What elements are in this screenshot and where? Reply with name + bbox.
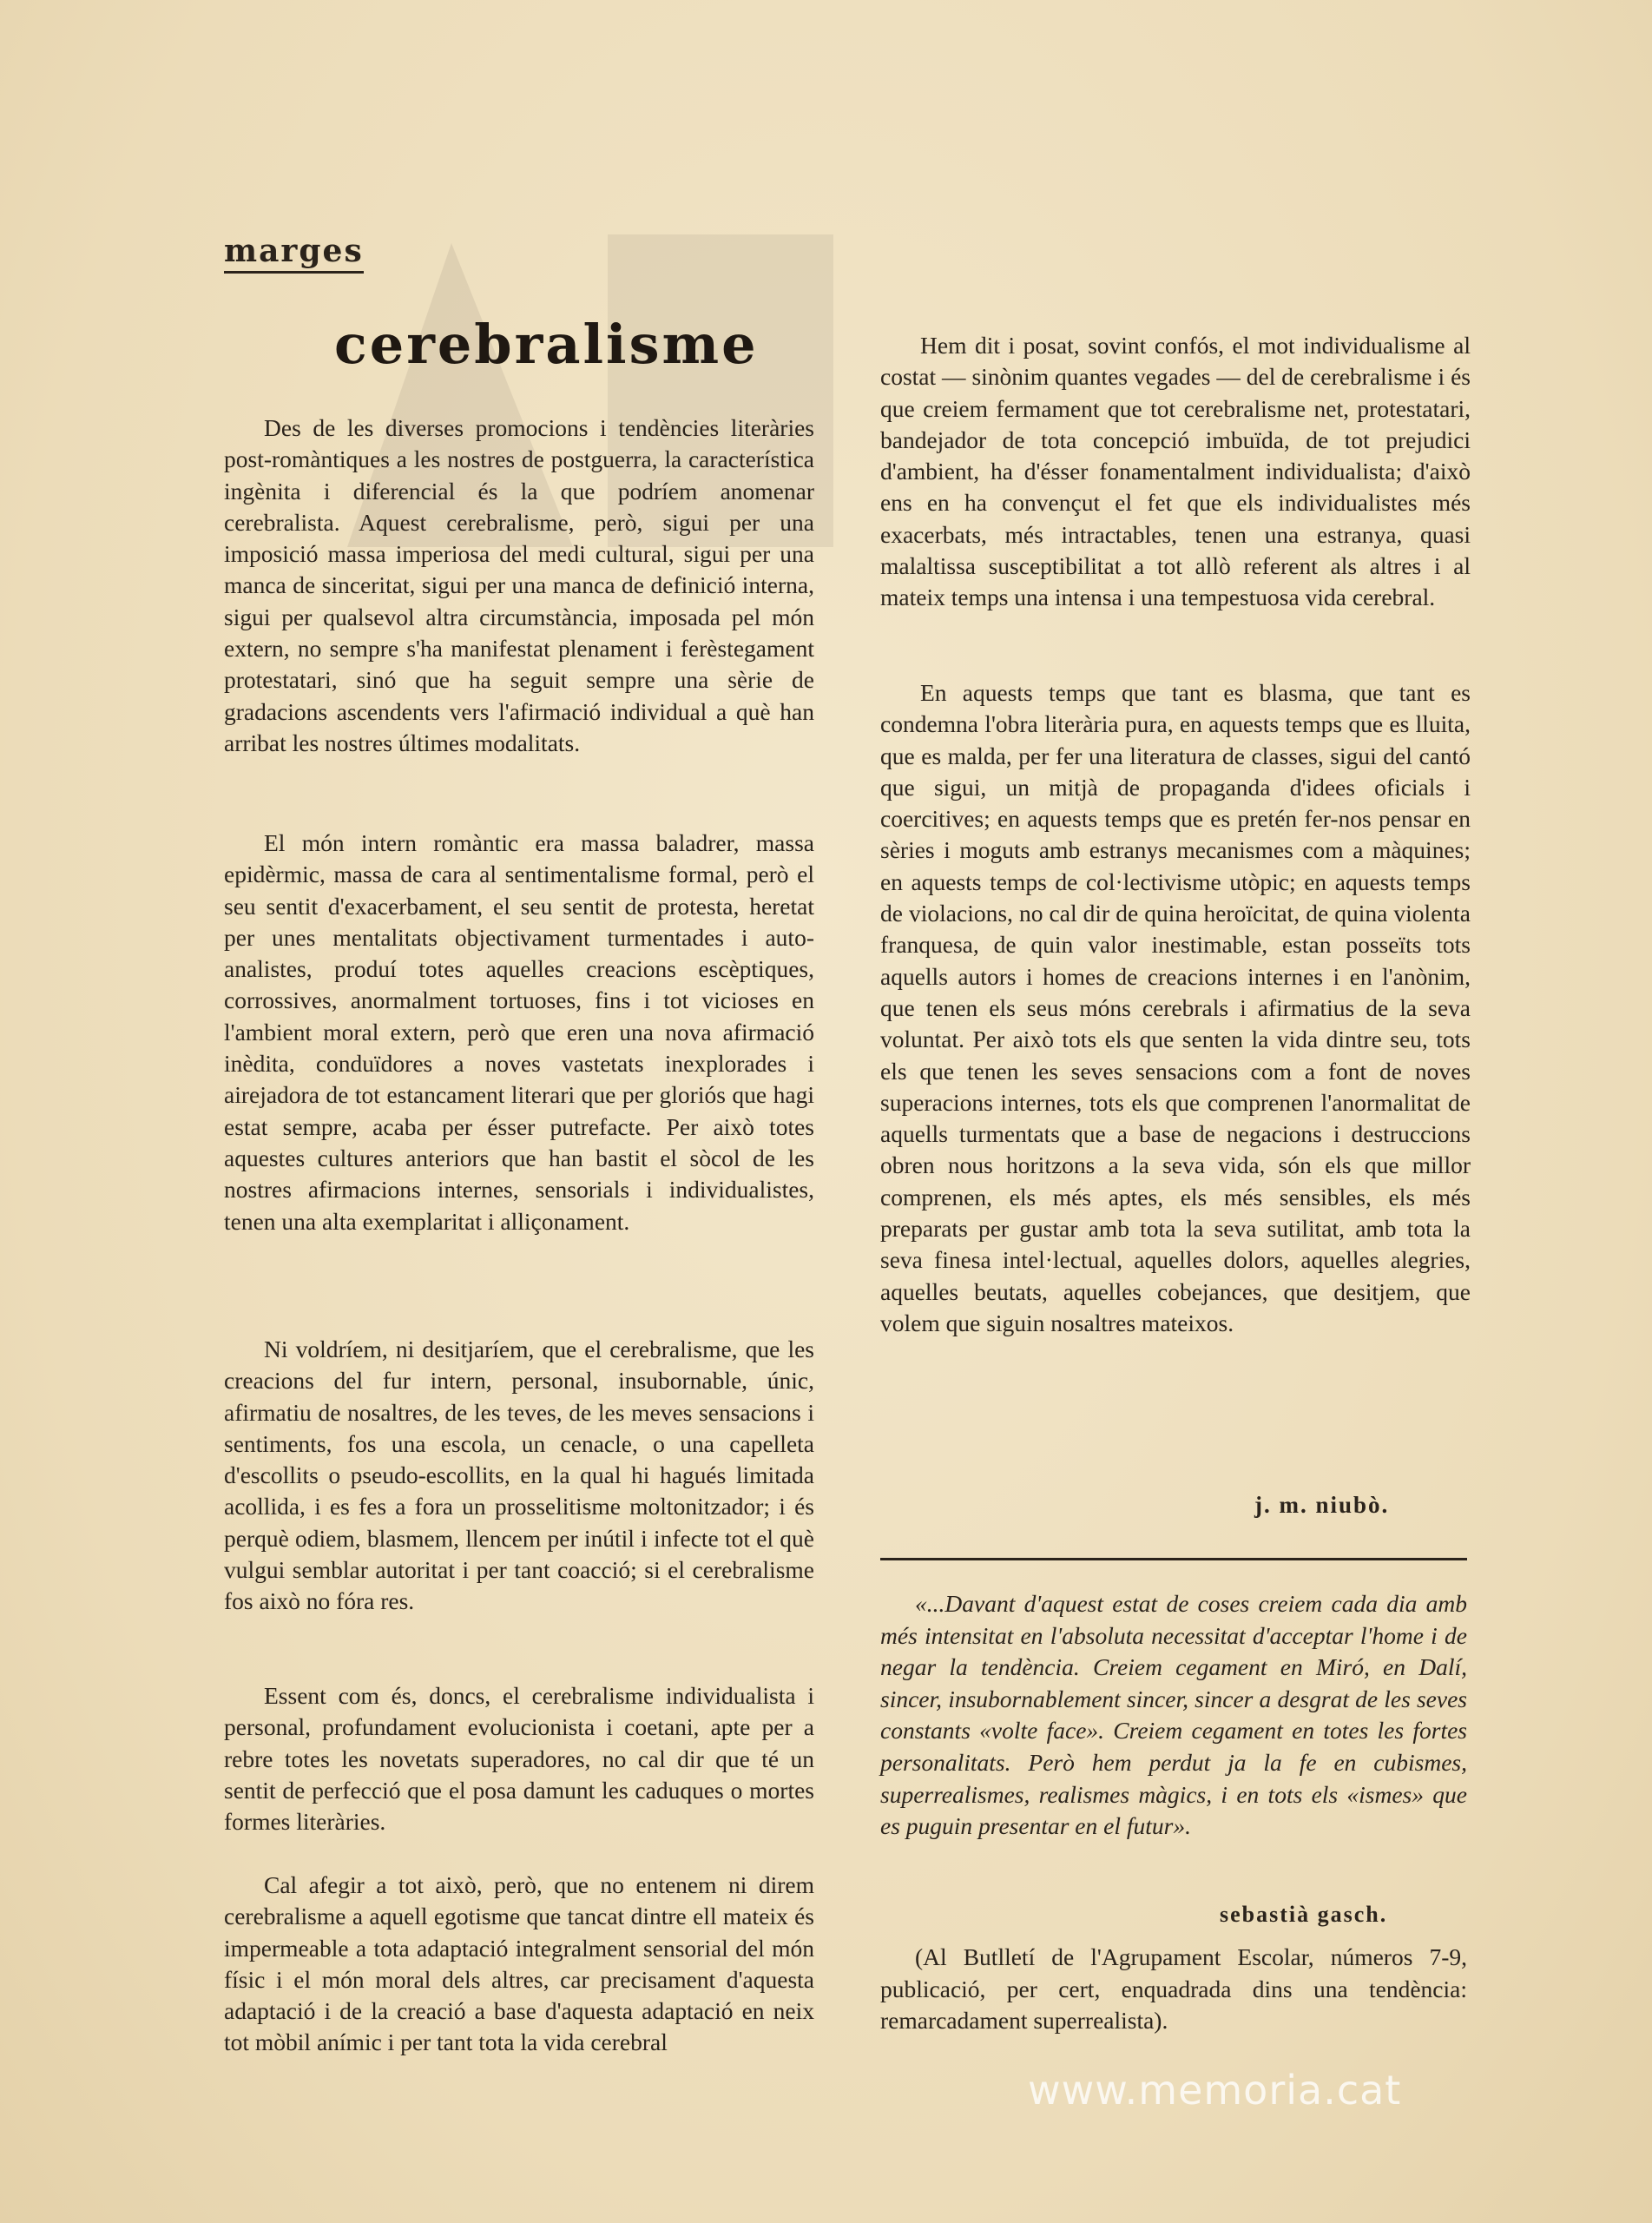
quote-signature: sebastià gasch. (1220, 1902, 1388, 1927)
section-label: marges (224, 233, 364, 274)
article-paragraph-2: El món intern romàntic era massa baladrer, massa epidèrmic, massa de cara al sentimentalisme formal, però el seu sentit d'exacerbament, el seu sentit de protesta, heretat per unes mentalitats objectivament turmentades i auto-analistes, produí totes aquelles creacions escèptiques, corrossives, anormalment tortuoses, fins i tot vicioses en l'ambient moral extern, però que eren una nova afirmació inèdita, conduïdores a noves vastetats inexplorades i airejadora de tot estancament literari que per gloriós que hagi estat sempre, acaba per ésser putrefacte. Per això totes aquestes cultures anteriors que han bastit el sòcol de les nostres afirmacions internes, sensorials i individualistes, tenen una alta exemplaritat i alliçonament. (224, 829, 814, 1235)
article-paragraph-5: Cal afegir a tot això, però, que no entenem ni direm cerebralisme a aquell egotisme que tancat dintre ell mateix és impermeable a tota adaptació integralment sensorial del món físic i el món moral dels altres, car precisament d'aquesta adaptació i de la creació a base d'aquesta adaptació en neix tot mòbil anímic i per tant tota la vida cerebral (224, 1871, 814, 2056)
quote-source-note: (Al Butlletí de l'Agrupament Escolar, números 7-9, publicació, per cert, enquadrada dins una tendència: remarcadament superrealista). (880, 1943, 1467, 2035)
article-paragraph-6: Hem dit i posat, sovint confós, el mot individualisme al costat — sinònim quantes vegades — del de cerebralisme i és que creiem fermament que tot cerebralisme net, protestatari, bandejador de tota concepció imbuïda, de tot prejudici d'ambient, ha d'ésser fonamentalment individualista; d'això ens en ha convençut el fet que els individualistes més exacerbats, més intractables, tenen una estranya, quasi malaltissa susceptibilitat a tot allò referent als altres i al mateix temps una intensa i una tempestuosa vida cerebral. (880, 332, 1471, 611)
quote-block: «...Davant d'aquest estat de coses creiem cada dia amb més intensitat en l'absoluta necessitat d'acceptar l'home i de negar la tendència. Creiem cegament en Miró, en Dalí, sincer, insubornablement sincer, sincer a desgrat de les seves constants «volte face». Creiem cegament en totes les fortes personalitats. Però hem perdut ja la fe en cubismes, superrealismes, realismes màgics, i en tots els «ismes» que es puguin presentar en el futur». (880, 1590, 1467, 1840)
divider-rule (880, 1558, 1467, 1560)
article-title: cerebralisme (334, 313, 759, 376)
article-signature: j. m. niubò. (1254, 1492, 1390, 1518)
watermark-text: www.memoria.cat (1028, 2067, 1402, 2114)
article-paragraph-1: Des de les diverses promocions i tendències literàries post-romàntiques a les nostres de postguerra, la característica ingènita i diferencial és la que podríem anomenar cerebralista. Aquest cerebralisme, però, sigui per una imposició massa imperiosa del medi cultural, sigui per una manca de sinceritat, sigui per una manca de definició interna, sigui per qualsevol altra circumstància, imposada pel món extern, no sempre s'ha manifestat plenament i ferèstegament protestatari, sinó que ha seguit sempre una sèrie de gradacions ascendents vers l'afirmació individual a què han arribat les nostres últimes modalitats. (224, 414, 814, 756)
article-paragraph-3: Ni voldríem, ni desitjaríem, que el cerebralisme, que les creacions del fur intern, personal, insubornable, únic, afirmatiu de nosaltres, de les teves, de les meves sensacions i sentiments, fos una escola, un cenacle, o una capelleta d'escollits o pseudo-escollits, en la qual hi hagués limitada acollida, i es fes a fora un prosselitisme moltonitzador; i és perquè odiem, blasmem, llencem per inútil i infecte tot el què vulgui semblar autoritat i per tant coacció; si el cerebralisme fos això no fóra res. (224, 1336, 814, 1615)
article-paragraph-4: Essent com és, doncs, el cerebralisme individualista i personal, profundament evolucionista i coetani, apte per a rebre totes les novetats superadores, no cal dir que té un sentit de perfecció que el posa damunt les caduques o mortes formes literàries. (224, 1682, 814, 1836)
article-paragraph-7: En aquests temps que tant es blasma, que tant es condemna l'obra literària pura, en aquests temps que es lluita, que es malda, per fer una literatura de classes, sigui del cantó que sigui, un mitjà de propaganda d'idees oficials i coercitives; en aquests temps que es pretén fer-nos pensar en sèries i moguts amb estranys mecanismes com a màquines; en aquests temps de col·lectivisme utòpic; en aquests temps de violacions, no cal dir de quina heroïcitat, de quina violenta franquesa, de quin valor inestimable, estan posseïts tots aquells autors i homes de creacions internes i en l'anònim, que tenen els seus móns cerebrals i afirmatius de la seva voluntat. Per això tots els que senten la vida dintre seu, tots els que tenen les seves sensacions com a font de noves superacions internes, tots els que comprenen l'anormalitat de aquells turmentats que a base de negacions i destruccions obren nous horitzons a la seva vida, són els que millor comprenen, els més aptes, els més sensibles, els més preparats per gustar amb tota la seva sutilitat, amb tota la seva finesa intel·lectual, aquelles dolors, aquelles alegries, aquelles beutats, aquelles cobejances, que desitjem, que volem que siguin nosaltres mateixos. (880, 679, 1471, 1336)
